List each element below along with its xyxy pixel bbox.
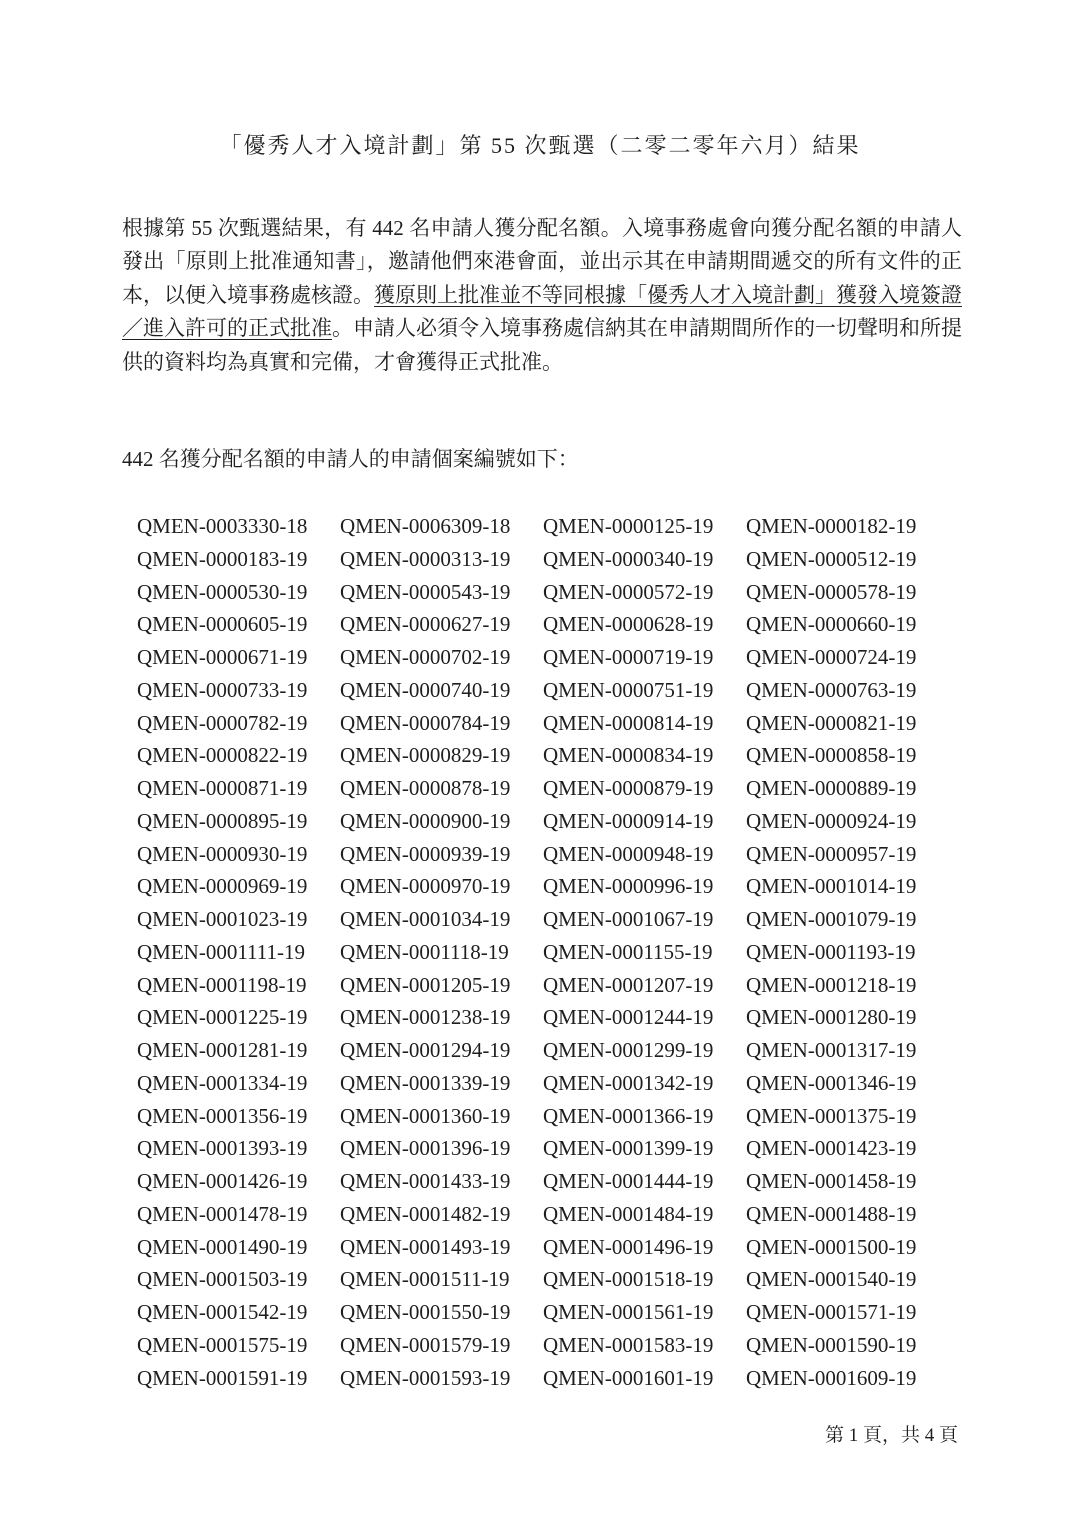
- case-number: QMEN-0001014-19: [746, 874, 917, 899]
- paragraph-text-before: 根據第 55 次甄選結果，有 442 名申請人獲分配名額。入境事務處會向獲分配名額的申請人發出「原則上批准通知書」，邀請他們來港會面，並出示其在申請期間遞交的所有文件的正本，以便入境事務處核證。: [122, 216, 962, 307]
- case-number: QMEN-0001356-19: [137, 1103, 308, 1128]
- case-number: QMEN-0000578-19: [746, 579, 917, 604]
- case-number: QMEN-0001550-19: [340, 1300, 511, 1324]
- case-number: QMEN-0001244-19: [543, 1005, 714, 1030]
- case-number: QMEN-0000871-19: [137, 776, 308, 800]
- case-number: QMEN-0000996-19: [543, 874, 714, 899]
- case-number: QMEN-0001482-19: [340, 1201, 511, 1226]
- case-number: QMEN-0001583-19: [543, 1332, 714, 1357]
- case-number: QMEN-0000948-19: [543, 841, 714, 866]
- case-number: QMEN-0000957-19: [746, 841, 917, 866]
- case-number: QMEN-0001609-19: [746, 1365, 917, 1390]
- case-number: QMEN-0001342-19: [543, 1070, 714, 1095]
- case-number: QMEN-0001579-19: [340, 1332, 511, 1357]
- case-number: QMEN-0000543-19: [340, 579, 511, 604]
- case-number: QMEN-0001280-19: [746, 1005, 917, 1030]
- case-number: QMEN-0001023-19: [137, 907, 308, 931]
- case-number-grid: [137, 510, 949, 1394]
- case-number: QMEN-0000627-19: [340, 612, 511, 637]
- case-number: QMEN-0000829-19: [340, 743, 511, 768]
- case-number: QMEN-0001393-19: [137, 1136, 308, 1161]
- case-number: QMEN-0000895-19: [137, 808, 308, 833]
- case-number: QMEN-0001601-19: [543, 1365, 714, 1390]
- case-number: QMEN-0000183-19: [137, 546, 308, 571]
- case-number: QMEN-0001281-19: [137, 1038, 308, 1062]
- case-number: QMEN-0000313-19: [340, 546, 511, 571]
- case-number: QMEN-0001561-19: [543, 1300, 714, 1324]
- case-number: QMEN-0001334-19: [137, 1070, 308, 1095]
- case-number: QMEN-0001518-19: [543, 1267, 714, 1292]
- case-number: QMEN-0001591-19: [137, 1365, 308, 1390]
- case-number: QMEN-0001205-19: [340, 972, 511, 997]
- case-number: QMEN-0001198-19: [137, 972, 307, 997]
- case-number: QMEN-0000125-19: [543, 514, 714, 538]
- underlined-clause: 獲原則上批准並不等同根據「優秀人才入境計劃」獲發入境簽證／進入許可的正式批准: [122, 282, 962, 341]
- case-number: QMEN-0001118-19: [340, 939, 509, 964]
- case-number: QMEN-0000671-19: [137, 645, 308, 669]
- case-number: QMEN-0000733-19: [137, 677, 308, 702]
- case-number: QMEN-0000751-19: [543, 677, 714, 702]
- case-number: QMEN-0001294-19: [340, 1038, 511, 1062]
- case-number: QMEN-0000182-19: [746, 514, 917, 538]
- case-number: QMEN-0001493-19: [340, 1234, 511, 1259]
- case-number: QMEN-0001299-19: [543, 1038, 714, 1062]
- case-number: QMEN-0001423-19: [746, 1136, 917, 1161]
- case-number: QMEN-0000814-19: [543, 710, 714, 735]
- case-number: QMEN-0001511-19: [340, 1267, 510, 1292]
- case-number: QMEN-0001503-19: [137, 1267, 308, 1292]
- case-number: QMEN-0001575-19: [137, 1332, 308, 1357]
- case-number: QMEN-0000834-19: [543, 743, 714, 768]
- case-number: QMEN-0001207-19: [543, 972, 714, 997]
- case-list-intro: 442 名獲分配名額的申請人的申請個案編號如下：: [122, 447, 579, 471]
- case-number: QMEN-0000821-19: [746, 710, 917, 735]
- case-number: QMEN-0001484-19: [543, 1201, 714, 1226]
- page-title: 「優秀人才入境計劃」第 55 次甄選（二零二零年六月）結果: [219, 133, 861, 158]
- case-number: QMEN-0001542-19: [137, 1300, 308, 1324]
- case-number: QMEN-0001111-19: [137, 939, 305, 964]
- case-number: QMEN-0000512-19: [746, 546, 917, 571]
- case-number: QMEN-0001155-19: [543, 939, 713, 964]
- case-number: QMEN-0000939-19: [340, 841, 511, 866]
- case-number: QMEN-0000924-19: [746, 808, 917, 833]
- case-number: QMEN-0001488-19: [746, 1201, 917, 1226]
- case-number: QMEN-0001496-19: [543, 1234, 714, 1259]
- case-number: QMEN-0001375-19: [746, 1103, 917, 1128]
- case-number: QMEN-0000340-19: [543, 546, 714, 571]
- case-number: QMEN-0000763-19: [746, 677, 917, 702]
- case-number: QMEN-0001079-19: [746, 907, 917, 931]
- case-number: QMEN-0001590-19: [746, 1332, 917, 1357]
- case-number: QMEN-0001218-19: [746, 972, 917, 997]
- case-number: QMEN-0001478-19: [137, 1201, 308, 1226]
- case-number: QMEN-0000572-19: [543, 579, 714, 604]
- case-number: QMEN-0001366-19: [543, 1103, 714, 1128]
- case-number: QMEN-0003330-18: [137, 514, 308, 538]
- case-number: QMEN-0000784-19: [340, 710, 511, 735]
- case-number: QMEN-0001339-19: [340, 1070, 511, 1095]
- case-number: QMEN-0001360-19: [340, 1103, 511, 1128]
- case-number: QMEN-0000889-19: [746, 776, 917, 800]
- case-number: QMEN-0001346-19: [746, 1070, 917, 1095]
- case-number: QMEN-0000879-19: [543, 776, 714, 800]
- case-number: QMEN-0000970-19: [340, 874, 511, 899]
- case-number: QMEN-0001458-19: [746, 1169, 917, 1193]
- case-number: QMEN-0000719-19: [543, 645, 714, 669]
- case-number: QMEN-0000900-19: [340, 808, 511, 833]
- case-number: QMEN-0001433-19: [340, 1169, 511, 1193]
- case-number: QMEN-0000782-19: [137, 710, 308, 735]
- case-number: QMEN-0000740-19: [340, 677, 511, 702]
- case-number: QMEN-0000878-19: [340, 776, 511, 800]
- case-number: QMEN-0001426-19: [137, 1169, 308, 1193]
- case-number: QMEN-0001067-19: [543, 907, 714, 931]
- case-number: QMEN-0000969-19: [137, 874, 308, 899]
- case-number: QMEN-0001571-19: [746, 1300, 917, 1324]
- case-number: QMEN-0000858-19: [746, 743, 917, 768]
- case-number: QMEN-0000930-19: [137, 841, 308, 866]
- case-number: QMEN-0001399-19: [543, 1136, 714, 1161]
- case-number: QMEN-0001396-19: [340, 1136, 511, 1161]
- intro-paragraph: [122, 212, 962, 379]
- case-number: QMEN-0001490-19: [137, 1234, 308, 1259]
- case-number: QMEN-0001500-19: [746, 1234, 917, 1259]
- case-number: QMEN-0001540-19: [746, 1267, 917, 1292]
- case-number: QMEN-0000605-19: [137, 612, 308, 637]
- case-number: QMEN-0001193-19: [746, 939, 916, 964]
- case-number: QMEN-0001238-19: [340, 1005, 511, 1030]
- page-number: 第 1 頁，共 4 頁: [824, 1425, 958, 1446]
- case-number: QMEN-0006309-18: [340, 514, 511, 538]
- case-number: QMEN-0001593-19: [340, 1365, 511, 1390]
- case-number: QMEN-0000660-19: [746, 612, 917, 637]
- paragraph-text-after: 。申請人必須令入境事務處信納其在申請期間所作的一切聲明和所提供的資料均為真實和完備，才會獲得正式批准。: [122, 316, 962, 374]
- case-number: QMEN-0001317-19: [746, 1038, 917, 1062]
- case-number: QMEN-0000822-19: [137, 743, 308, 768]
- case-number: QMEN-0000914-19: [543, 808, 714, 833]
- case-number: QMEN-0001225-19: [137, 1005, 308, 1030]
- case-number: QMEN-0001034-19: [340, 907, 511, 931]
- case-number: QMEN-0000702-19: [340, 645, 511, 669]
- case-number: QMEN-0000530-19: [137, 579, 308, 604]
- case-number: QMEN-0000724-19: [746, 645, 917, 669]
- case-number: QMEN-0001444-19: [543, 1169, 714, 1193]
- case-number: QMEN-0000628-19: [543, 612, 714, 637]
